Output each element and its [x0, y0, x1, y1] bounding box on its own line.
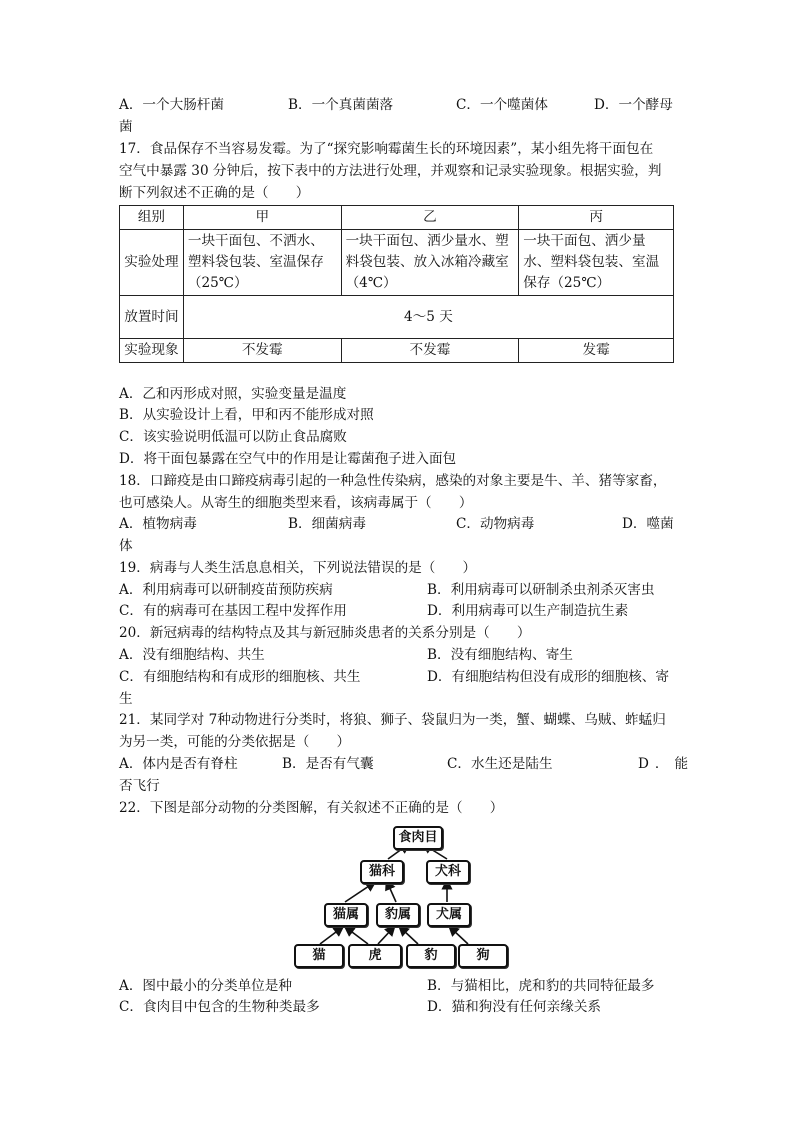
q17-option-a: A．乙和丙形成对照，实验变量是温度: [119, 386, 347, 402]
q16-option-d-continued: 菌: [119, 119, 133, 135]
q20-option-d-continued: 生: [119, 691, 133, 707]
q16-option-d: D．一个酵母: [594, 97, 673, 113]
q19-option-a: A．利用病毒可以研制疫苗预防疾病: [119, 582, 333, 598]
result-jia: 不发霉: [183, 339, 341, 363]
q16-option-a: A．一个大肠杆菌: [119, 97, 224, 113]
q18-option-c: C．动物病毒: [456, 516, 535, 532]
row-label-treatment: 实验处理: [120, 230, 184, 296]
q17-stem-line-1: 17．食品保存不当容易发霉。为了“探究影响霉菌生长的环境因素”，某小组先将干面包在: [119, 141, 654, 157]
q18-stem-line-2: 也可感染人。从寄生的细胞类型来看，该病毒属于（ ）: [119, 495, 473, 511]
table-header-row: [120, 206, 674, 230]
q20-option-d: D．有细胞结构但没有成形的细胞核、寄: [427, 669, 669, 685]
q22-option-b: B．与猫相比，虎和豹的共同特征最多: [427, 978, 655, 994]
q19-option-b: B．利用病毒可以研制杀虫剂杀灭害虫: [427, 582, 655, 598]
q20-option-b: B．没有细胞结构、寄生: [427, 647, 573, 663]
header-group: 组别: [120, 206, 184, 230]
classification-diagram: [290, 826, 510, 972]
treatment-jia: 一块干面包、不洒水、塑料袋包装、室温保存（25℃）: [183, 230, 341, 296]
q17-option-c: C．该实验说明低温可以防止食品腐败: [119, 429, 347, 445]
row-label-result: 实验现象: [120, 339, 184, 363]
q16-option-c: C．一个噬菌体: [456, 97, 548, 113]
row-label-duration: 放置时间: [120, 296, 184, 339]
q22-option-d: D．猫和狗没有任何亲缘关系: [427, 999, 602, 1015]
q18-option-d: D．噬菌: [622, 516, 674, 532]
q17-stem-line-2: 空气中暴露 30 分钟后，按下表中的方法进行处理，并观察和记录实验现象。根据实验，判: [119, 163, 662, 179]
node-species-cat: 猫: [294, 944, 344, 968]
q21-stem-line-1: 21．某同学对 7种动物进行分类时，将狼、狮子、袋鼠归为一类，蟹、蝴蝶、乌贼、蚱蜢归: [119, 712, 666, 728]
node-genus-dog: 犬属: [427, 903, 471, 927]
q19-option-c: C．有的病毒可在基因工程中发挥作用: [119, 603, 347, 619]
q20-option-a: A．没有细胞结构、共生: [119, 647, 265, 663]
node-species-dog: 狗: [458, 944, 508, 968]
q21-option-b: B．是否有气囊: [282, 756, 374, 772]
experiment-table: [119, 205, 674, 363]
duration-value: 4～5 天: [183, 296, 673, 339]
treatment-bing: 一块干面包、洒少量水、塑料袋包装、室温保存（25℃）: [519, 230, 674, 296]
q16-option-b: B．一个真菌菌落: [288, 97, 394, 113]
q18-option-d-continued: 体: [119, 538, 133, 554]
q17-option-d: D．将干面包暴露在空气中的作用是让霉菌孢子进入面包: [119, 451, 457, 467]
q21-option-c: C．水生还是陆生: [447, 756, 553, 772]
q18-stem-line-1: 18．口蹄疫是由口蹄疫病毒引起的一种急性传染病，感染的对象主要是牛、羊、猪等家畜，: [119, 473, 667, 489]
q19-stem: 19．病毒与人类生活息息相关，下列说法错误的是（ ）: [119, 560, 477, 576]
q22-stem: 22．下图是部分动物的分类图解，有关叙述不正确的是（ ）: [119, 800, 504, 816]
header-bing: 丙: [519, 206, 674, 230]
table-row-result: [120, 339, 674, 363]
result-yi: 不发霉: [341, 339, 519, 363]
header-yi: 乙: [341, 206, 519, 230]
result-bing: 发霉: [519, 339, 674, 363]
q22-option-c: C．食肉目中包含的生物种类最多: [119, 999, 320, 1015]
node-family-dog: 犬科: [426, 860, 470, 884]
q20-stem: 20．新冠病毒的结构特点及其与新冠肺炎患者的关系分别是（ ）: [119, 625, 531, 641]
table-row-duration: [120, 296, 674, 339]
node-species-tiger: 虎: [348, 944, 402, 968]
node-genus-panthera: 豹属: [376, 903, 420, 927]
q21-stem-line-2: 为另一类，可能的分类依据是（ ）: [119, 734, 351, 750]
q18-option-a: A．植物病毒: [119, 516, 197, 532]
q21-option-a: A．体内是否有脊柱: [119, 756, 238, 772]
q21-option-d: D．能: [638, 756, 695, 772]
node-species-leopard: 豹: [406, 944, 456, 968]
header-jia: 甲: [183, 206, 341, 230]
node-family-cat: 猫科: [360, 860, 404, 884]
q17-option-b: B．从实验设计上看，甲和丙不能形成对照: [119, 407, 374, 423]
q19-option-d: D．利用病毒可以生产制造抗生素: [427, 603, 629, 619]
node-genus-cat: 猫属: [324, 903, 368, 927]
node-order: 食肉目: [393, 826, 443, 850]
treatment-yi: 一块干面包、洒少量水、塑料袋包装、放入冰箱冷藏室（4℃）: [341, 230, 519, 296]
q22-option-a: A．图中最小的分类单位是种: [119, 978, 292, 994]
q21-option-d-continued: 否飞行: [119, 778, 160, 794]
q20-option-c: C．有细胞结构和有成形的细胞核、共生: [119, 669, 361, 685]
q18-option-b: B．细菌病毒: [288, 516, 366, 532]
table-row-treatment: [120, 230, 674, 296]
q17-stem-line-3: 断下列叙述不正确的是（ ）: [119, 185, 310, 201]
